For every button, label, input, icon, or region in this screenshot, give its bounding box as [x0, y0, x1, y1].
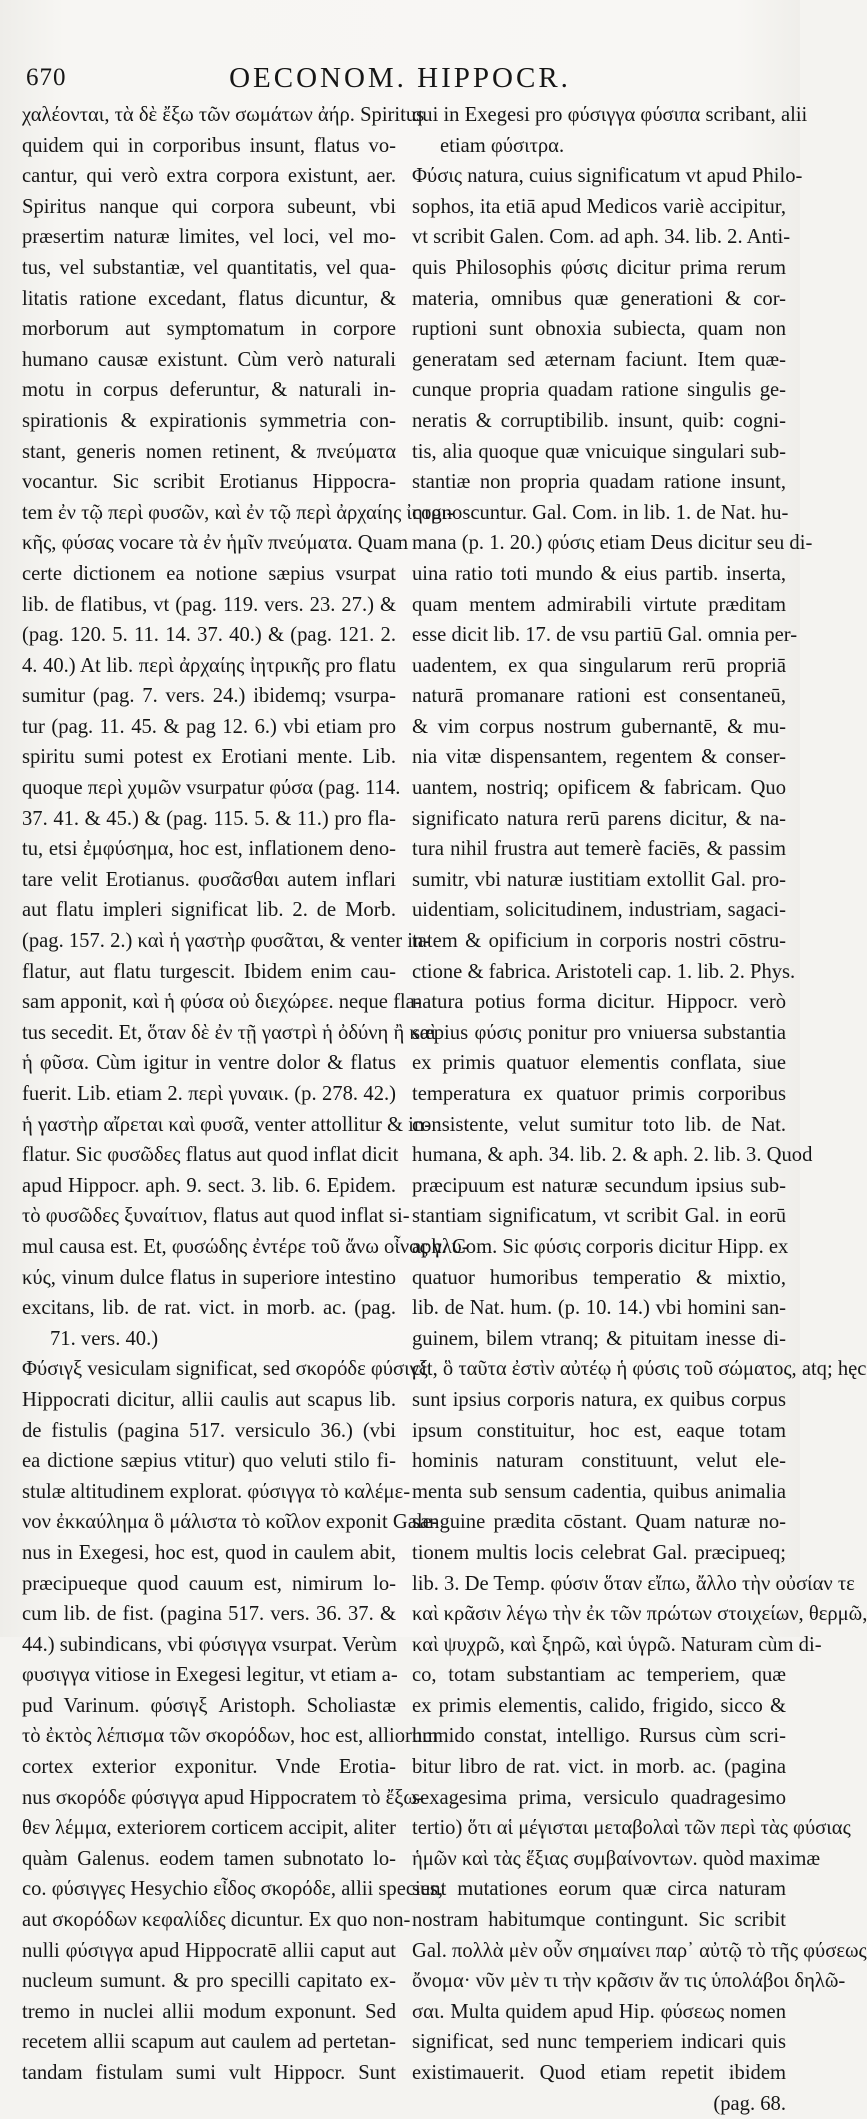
- text-line: tionem multis locis celebrat Gal. præcipueq;: [412, 1541, 786, 1564]
- text-line: uantem, nostriq; opificem & fabricam. Quo: [412, 777, 786, 800]
- text-line: humana, & aph. 34. lib. 2. & aph. 2. lib. 3. Quod: [412, 1144, 813, 1167]
- running-title: OECONOM. HIPPOCR.: [229, 62, 571, 94]
- text-line: Φύσις natura, cuius significatum vt apud Philo-: [412, 165, 803, 188]
- text-line: 37. 41. & 45.) & (pag. 115. 5. & 11.) pro fla-: [22, 807, 396, 830]
- text-line: mul causa est. Et, φυσώδης ἐντέρε τοῦ ἄνω οἶνος γλυ-: [22, 1235, 469, 1258]
- text-line: neratis & corruptibilib. insunt, quib: cogni-: [412, 409, 786, 432]
- text-line: quoque περὶ χυμῶν vsurpatur φύσα (pag. 114.: [22, 777, 401, 800]
- text-line: καὶ κρᾶσιν λέγω τὴν ἐκ τῶν πρώτων στοιχείων, θερμῶ,: [412, 1603, 867, 1626]
- text-line: de fistulis (pagina 517. versiculo 36.) (vbi: [22, 1419, 396, 1442]
- text-line: ex primis elementis, calido, frigido, sicco &: [412, 1694, 786, 1717]
- text-line: excitans, lib. de rat. vict. in morb. ac. (pag.: [22, 1297, 396, 1320]
- text-line: cantur, qui verò extra corpora existunt, aer.: [22, 165, 396, 188]
- text-line: sexagesima prima, versiculo quadragesimo: [412, 1786, 786, 1809]
- text-line: ὄνομα· νῦν μὲν τι τὴν κρᾶσιν ἄν τις ὑπολάβοι δηλῶ-: [412, 1970, 846, 1993]
- text-line: Hippocrati dicitur, allii caulis aut scapus lib.: [22, 1388, 396, 1411]
- text-line: co. φύσιγγες Hesychio εἶδος σκορόδε, allii species,: [22, 1878, 444, 1901]
- text-line: etiam φύσιτρα.: [440, 134, 565, 157]
- text-line: sumitr, vbi naturæ iustitiam extollit Gal. pro-: [412, 868, 786, 891]
- text-line: cit, ὃ ταῦτα ἐστὶν αὐτέῳ ἡ φύσις τοῦ σώματος, atq; hęc: [412, 1358, 867, 1381]
- text-line: ex primis quatuor elementis conflata, siue: [412, 1052, 786, 1075]
- text-line: nostram habitumque contingunt. Sic scribit: [412, 1909, 786, 1932]
- text-line: tur (pag. 11. 45. & pag 12. 6.) vbi etiam pro: [22, 715, 396, 738]
- text-line: tura nihil frustra aut temerè faciēs, & passim: [412, 838, 786, 861]
- text-line: tus secedit. Et, ὅταν δὲ ἐν τῇ γαστρὶ ἡ ὀδύνη ἢ καὶ: [22, 1021, 436, 1044]
- text-line: ipsum constituitur, hoc est, eaque totam: [412, 1419, 786, 1442]
- text-line: nus in Exegesi, hoc est, quod in caulem abit,: [22, 1541, 396, 1564]
- text-line: co, totam substantiam ac temperiem, quæ: [412, 1664, 786, 1687]
- text-line: quàm Galenus. eodem tamen subnotato lo-: [22, 1847, 396, 1870]
- text-line: bitur libro de rat. vict. in morb. ac. (pagina: [412, 1756, 786, 1779]
- text-line: lib. de flatibus, vt (pag. 119. vers. 23. 27.) &: [22, 593, 396, 616]
- text-line: tem ἐν τῷ περὶ φυσῶν, καὶ ἐν τῷ περὶ ἀρχαίης ἰητρι-: [22, 501, 454, 524]
- text-line: (pag. 120. 5. 11. 14. 37. 40.) & (pag. 121. 2.: [22, 624, 396, 647]
- text-line: flatur. Sic φυσῶδες flatus aut quod inflat dicit: [22, 1144, 399, 1167]
- text-line: stantiæ non propria quadam ratione insunt,: [412, 471, 786, 494]
- text-line: stantiam significatum, vt scribit Gal. in eorū: [412, 1205, 786, 1228]
- text-line: τὸ ἐκτὸς λέπισμα τῶν σκορόδων, hoc est, alliorum: [22, 1725, 439, 1748]
- text-line: aut flatu impleri significat lib. 2. de Morb.: [22, 899, 396, 922]
- text-line: præcipuum est naturæ secundum ipsius sub-: [412, 1174, 786, 1197]
- page-header: [22, 58, 778, 98]
- text-line: tus, vel substantiæ, vel quantitatis, vel qua-: [22, 256, 396, 279]
- text-line: præsertim naturæ limites, vel loci, vel mo-: [22, 226, 396, 249]
- left-text-column: [22, 100, 469, 2084]
- text-line: certe dictionem ea notione sæpius vsurpat: [22, 562, 396, 585]
- text-line: esse dicit lib. 17. de vsu partiū Gal. omnia per-: [412, 624, 798, 647]
- text-line: præcipueque quod cauum est, nimirum lo-: [22, 1572, 396, 1595]
- text-line: quatuor humoribus temperatio & mixtio,: [412, 1266, 786, 1289]
- page-number: 670: [26, 64, 67, 91]
- text-line: uina ratio toti mundo & eius partib. insertа,: [412, 562, 786, 585]
- text-line: sæpius φύσις ponitur pro vniuersa substantia: [412, 1021, 786, 1044]
- text-line: ea dictione sæpius vtitur) quo veluti stilo fi-: [22, 1450, 396, 1473]
- text-line: tertio) ὅτι αἱ μέγισται μεταβολαὶ τῶν περὶ τὰς φύσιας: [412, 1817, 851, 1840]
- text-line: materia, omnibus quæ generationi & cor-: [412, 287, 786, 310]
- text-line: vt scribit Galen. Com. ad aph. 34. lib. 2. Anti-: [412, 226, 791, 249]
- text-line: νον ἐκκαύλημα ὃ μάλιστα τὸ κοῖλον exponit Gale-: [22, 1511, 439, 1534]
- text-line: motu in corpus deferuntur, & naturali in-: [22, 379, 396, 402]
- text-line: humido constat, intelligo. Rursus cùm scri-: [412, 1725, 786, 1748]
- text-line: generatam sed æternam faciunt. Item quæ-: [412, 348, 786, 371]
- text-line: mana (p. 1. 20.) φύσις etiam Deus dicitur seu di-: [412, 532, 813, 555]
- text-line: tis, alia quoque quæ vnicuique singulari sub-: [412, 440, 786, 463]
- text-line: cum lib. de fist. (pagina 517. vers. 36. 37. &: [22, 1603, 396, 1626]
- text-line: Spiritus nanque qui corpora subeunt, vbi: [22, 195, 396, 218]
- text-line: sunt ipsius corporis natura, ex quibus corpus: [412, 1388, 786, 1411]
- text-line: aut σκορόδων κεφαλίδες dicuntur. Ex quo non-: [22, 1909, 411, 1932]
- text-line: pud Varinum. φύσιγξ Aristoph. Scholiastæ: [22, 1694, 396, 1717]
- text-line: significato natura rerū parens dicitur, & na-: [412, 807, 786, 830]
- text-line: quidem qui in corporibus insunt, flatus vo-: [22, 134, 396, 157]
- text-line: stulæ altitudinem explorat. φύσιγγα τὸ καλέμε-: [22, 1480, 411, 1503]
- text-line: spirationis & expirationis symmetria con-: [22, 409, 396, 432]
- text-line: nucleum sumunt. & pro specilli capitato ex-: [22, 1970, 396, 1993]
- text-line: Gal. πολλὰ μὲν οὖν σημαίνει παρ᾽ αὐτῷ τὸ τῆς φύσεως: [412, 1939, 867, 1962]
- text-line: nia vitæ dispensantem, regentem & conser-: [412, 746, 786, 769]
- text-line: hominis naturam constituunt, velut ele-: [412, 1450, 786, 1473]
- text-line: vocantur. Sic scribit Erotianus Hippocra-: [22, 471, 396, 494]
- text-line: fuerit. Lib. etiam 2. περὶ γυναικ. (p. 278. 42.): [22, 1083, 396, 1105]
- text-line: aph. Com. Sic φύσις corporis dicitur Hipp. ex: [412, 1235, 789, 1258]
- text-line: stant, generis nomen retinent, & πνεύματα: [22, 440, 396, 463]
- right-text-column: [412, 100, 867, 2115]
- text-line: recetem allii scapum aut caulem ad pertetan-: [22, 2031, 396, 2054]
- text-line: uadentem, ex qua singularum rerū propriā: [412, 654, 786, 677]
- text-line: sophos, ita etiā apud Medicos variè accipitur,: [412, 195, 786, 218]
- text-line: tandam fistulam sumi vult Hippocr. Sunt: [22, 2062, 396, 2084]
- text-line: naturā promanare rationi est consentaneū,: [412, 685, 786, 708]
- text-line: significat, sed nunc temperiem indicari quis: [412, 2031, 786, 2054]
- text-line: lib. de Nat. hum. (p. 10. 14.) vbi homini san-: [412, 1297, 786, 1320]
- text-line: uidentiam, solicitudinem, industriam, sagaci-: [412, 899, 786, 922]
- text-line: ἡμῶν καὶ τὰς ἕξιας συμβαίνοντων. quòd maximæ: [412, 1847, 821, 1870]
- text-line: sunt mutationes eorum quæ circa naturam: [412, 1878, 786, 1901]
- text-line: tremo in nuclei allii modum exponunt. Sed: [22, 2000, 396, 2023]
- text-line: quam mentem admirabili virtute præditam: [412, 593, 786, 616]
- text-line: ctione & fabrica. Aristoteli cap. 1. lib. 2. Phys.: [412, 960, 796, 983]
- text-line: quis Philosophis φύσις dicitur prima rerum: [412, 256, 786, 279]
- text-line: ruptioni sunt obnoxia subiecta, quam non: [412, 318, 786, 341]
- text-line: φυσιγγα vitiose in Exegesi legitur, vt etiam a-: [22, 1664, 398, 1687]
- text-line: flatur, aut flatu turgescit. Ibidem enim cau-: [22, 960, 396, 983]
- text-line: & vim corpus nostrum gubernantē, & mu-: [412, 715, 786, 738]
- text-line: menta sub sensum cadentia, quibus animalia: [412, 1480, 786, 1503]
- text-line: tare velit Erotianus. φυσᾶσθαι autem inflari: [22, 868, 396, 891]
- text-line: litatis ratione excedant, flatus dicuntur, &: [22, 287, 396, 310]
- text-line: 44.) subindicans, vbi φύσιγγα vsurpat. Verùm: [22, 1633, 398, 1656]
- text-line: θεν λέμμα, exteriorem corticem accipit, aliter: [22, 1817, 396, 1840]
- text-line: (pag. 68.: [713, 2092, 786, 2115]
- text-line: cognoscuntur. Gal. Com. in lib. 1. de Nat. hu-: [412, 501, 789, 524]
- text-line: σαι. Multa quidem apud Hip. φύσεως nomen: [412, 2000, 786, 2023]
- text-line: χαλέονται, τὰ δὲ ἔξω τῶν σωμάτων ἀήρ. Spiritus: [22, 104, 425, 126]
- text-line: temperatura ex quatuor primis corporibus: [412, 1083, 786, 1105]
- text-line: (pag. 157. 2.) καὶ ἡ γαστὴρ φυσᾶται, & venter in-: [22, 930, 431, 953]
- text-line: cortex exterior exponitur. Vnde Erotia-: [22, 1756, 396, 1779]
- text-line: consistente, velut sumitur toto lib. de Nat.: [412, 1113, 786, 1136]
- text-line: lib. 3. De Temp. φύσιν ὅταν εἴπω, ἄλλο τὴν οὐσίαν τε: [412, 1572, 855, 1595]
- text-line: ἡ φῦσα. Cùm igitur in ventre dolor & flatus: [22, 1052, 396, 1075]
- text-line: 4. 40.) At lib. περὶ ἀρχαίης ἰητρικῆς pro flatu: [22, 654, 396, 677]
- text-line: κύς, vinum dulce flatus in superiore intestino: [22, 1266, 396, 1289]
- text-line: tu, etsi ἐμφύσημα, hoc est, inflationem deno-: [22, 838, 396, 861]
- text-line: nulli φύσιγγα apud Hippocratē allii caput aut: [22, 1939, 396, 1962]
- text-line: Φύσιγξ vesiculam significat, sed σκορόδε φύσιγξ: [22, 1358, 428, 1381]
- text-line: 71. vers. 40.): [50, 1327, 159, 1350]
- text-line: morborum aut symptomatum in corpore: [22, 318, 396, 341]
- text-line: cunque propria quadam ratione singulis ge-: [412, 379, 786, 402]
- text-line: sumitur (pag. 7. vers. 24.) ibidemq; vsurpa-: [22, 685, 396, 708]
- text-line: natura potius forma dicitur. Hippocr. verò: [412, 991, 786, 1014]
- text-line: nus σκορόδε φύσιγγα apud Hippocratem τὸ ἔξω-: [22, 1786, 424, 1809]
- text-line: qui in Exegesi pro φύσιγγα φύσιπα scribant, alii: [412, 104, 808, 126]
- text-line: humano causæ existunt. Cùm verò naturali: [22, 348, 396, 371]
- text-line: guinem, bilem vtranq; & pituitam inesse di-: [412, 1327, 786, 1350]
- text-line: sam apponit, καὶ ἡ φύσα οὐ διεχώρεε. neque fla-: [22, 991, 422, 1014]
- text-line: sanguine prædita cōstant. Quam naturæ no-: [412, 1511, 786, 1534]
- text-line: τὸ φυσῶδες ξυναίτιον, flatus aut quod inflat si-: [22, 1205, 410, 1228]
- text-line: apud Hippocr. aph. 9. sect. 3. lib. 6. Epidem.: [22, 1174, 396, 1197]
- text-line: tatem & opificium in corporis nostri cōstru-: [412, 930, 786, 953]
- text-line: καὶ ψυχρῶ, καὶ ξηρῶ, καὶ ὑγρῶ. Naturam cùm di-: [412, 1633, 822, 1656]
- text-line: ἡ γαστὴρ αἴρεται καὶ φυσᾶ, venter attollitur & in-: [22, 1113, 432, 1136]
- text-line: κῆς, φύσας vocare τὰ ἐν ἡμῖν πνεύματα. Quam: [22, 532, 409, 555]
- text-line: spiritu sumi potest ex Erotiani mente. Lib.: [22, 746, 396, 769]
- text-line: existimauerit. Quod etiam repetit ibidem: [412, 2062, 786, 2084]
